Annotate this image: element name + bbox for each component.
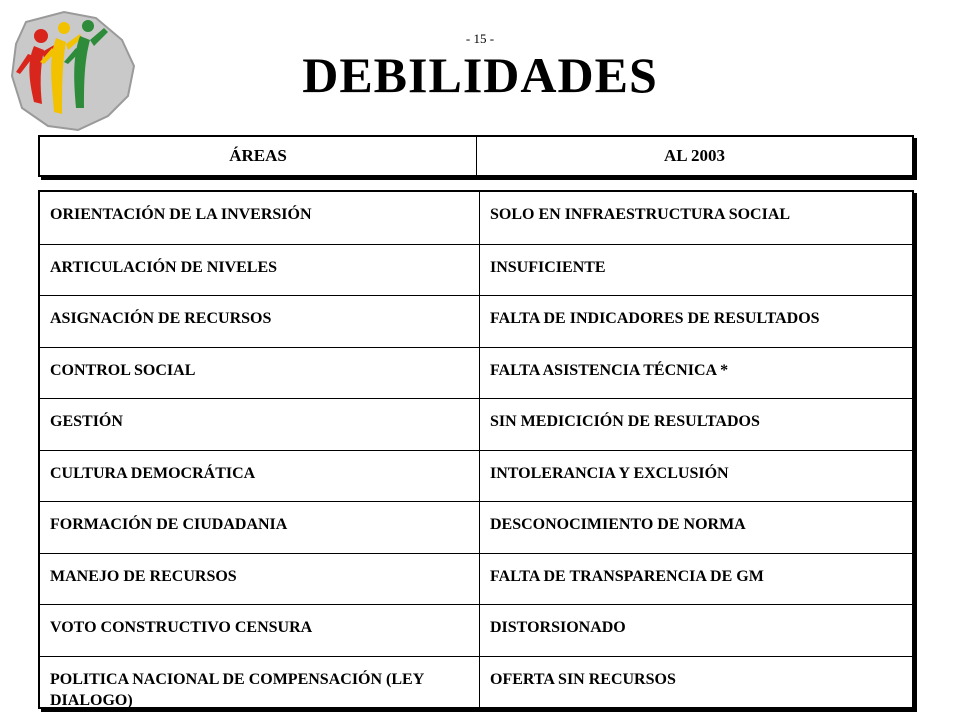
status-cell: SOLO EN INFRAESTRUCTURA SOCIAL — [490, 206, 791, 223]
area-cell: ARTICULACIÓN DE NIVELES — [40, 245, 480, 296]
status-cell: SIN MEDICICIÓN DE RESULTADOS — [490, 413, 760, 430]
table-row — [40, 450, 912, 502]
status-cell: FALTA ASISTENCIA TÉCNICA * — [490, 361, 729, 379]
page-title: DEBILIDADES — [302, 47, 658, 103]
weakness-table — [38, 190, 914, 709]
area-cell: MANEJO DE RECURSOS — [40, 554, 480, 605]
page-number: - 15 - — [465, 31, 495, 46]
area-cell: CONTROL SOCIAL — [40, 348, 480, 399]
status-cell: FALTA DE INDICADORES DE RESULTADOS — [490, 310, 820, 327]
column-header-areas: ÁREAS — [40, 137, 477, 175]
column-header-year: AL 2003 — [664, 146, 725, 165]
table-row — [40, 244, 912, 296]
area-cell: POLITICA NACIONAL DE COMPENSACIÓN (LEY DIALOGO) — [40, 657, 480, 708]
area-cell: CULTURA DEMOCRÁTICA — [40, 451, 480, 502]
area-cell: ASIGNACIÓN DE RECURSOS — [40, 296, 480, 347]
table-row — [40, 192, 912, 244]
status-cell: OFERTA SIN RECURSOS — [490, 670, 676, 688]
area-cell: GESTIÓN — [40, 399, 480, 450]
table-row — [40, 347, 912, 399]
area-cell: VOTO CONSTRUCTIVO CENSURA — [40, 605, 480, 656]
table-row — [40, 604, 912, 656]
table-row — [40, 553, 912, 605]
status-cell: DISTORSIONADO — [490, 619, 626, 636]
area-cell: FORMACIÓN DE CIUDADANIA — [40, 502, 480, 553]
status-cell: DESCONOCIMIENTO DE NORMA — [490, 516, 746, 533]
table-row — [40, 656, 912, 708]
area-cell: ORIENTACIÓN DE LA INVERSIÓN — [40, 192, 480, 244]
status-cell: INSUFICIENTE — [490, 258, 606, 276]
table-row — [40, 295, 912, 347]
status-cell: INTOLERANCIA Y EXCLUSIÓN — [490, 464, 729, 482]
status-cell: FALTA DE TRANSPARENCIA DE GM — [490, 567, 764, 585]
table-row — [40, 398, 912, 450]
table-header — [38, 135, 914, 177]
table-row — [40, 501, 912, 553]
